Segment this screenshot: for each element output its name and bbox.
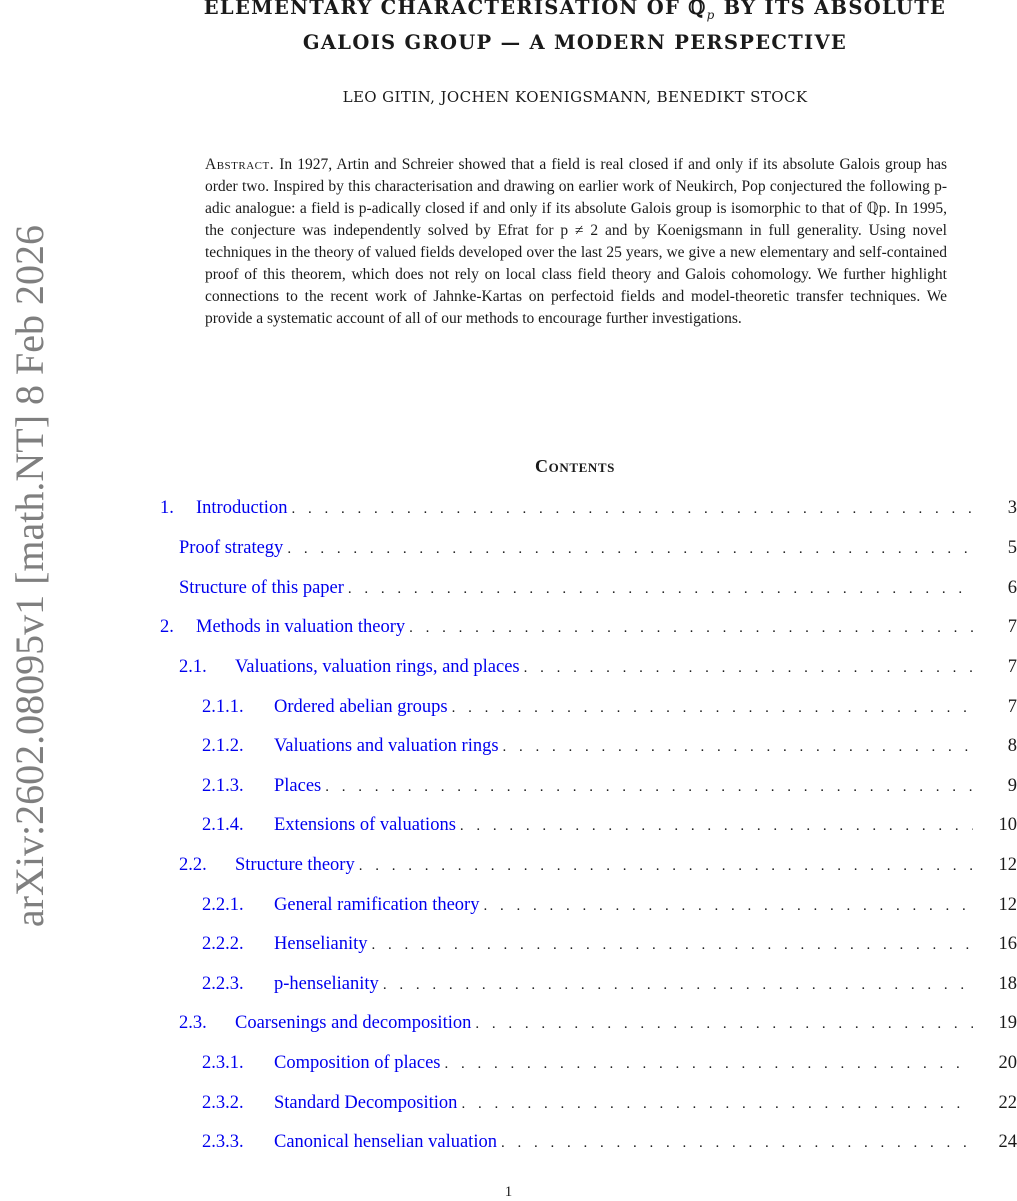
toc-entry-link[interactable]: Composition of places xyxy=(274,1053,441,1073)
toc-entry-link[interactable]: General ramification theory xyxy=(274,895,480,915)
toc-page-number: 10 xyxy=(998,815,1017,835)
toc-entry-link[interactable]: Standard Decomposition xyxy=(274,1093,458,1113)
toc-entry[interactable] xyxy=(179,533,1017,563)
toc-entry-number[interactable]: 2.2.2. xyxy=(202,934,244,954)
title-line-1 xyxy=(160,0,990,29)
toc-entry-number[interactable]: 2.3.1. xyxy=(202,1053,244,1073)
toc-page-number: 9 xyxy=(1007,776,1017,796)
toc-entry[interactable] xyxy=(202,731,1017,761)
toc-page-number: 5 xyxy=(1007,538,1017,558)
toc-entry-link[interactable]: Ordered abelian groups xyxy=(274,697,448,717)
author-list: LEO GITIN, JOCHEN KOENIGSMANN, BENEDIKT STOCK xyxy=(342,88,808,106)
toc-page-number: 20 xyxy=(998,1053,1017,1073)
toc-entry-link[interactable]: Proof strategy xyxy=(179,538,284,558)
toc-leader-dots xyxy=(383,970,973,1000)
toc-page-number: 7 xyxy=(1007,657,1017,677)
toc-entry-link[interactable]: Structure theory xyxy=(235,855,355,875)
toc-entry-number[interactable]: 2.3. xyxy=(179,1013,207,1033)
toc-page-number: 19 xyxy=(998,1013,1017,1033)
toc-entry[interactable] xyxy=(202,771,1017,801)
toc-entry-link[interactable]: Henselianity xyxy=(274,934,368,954)
toc-entry-link[interactable]: Methods in valuation theory xyxy=(196,617,406,637)
title-line-1-end: BY ITS ABSOLUTE xyxy=(715,0,947,19)
paper-title xyxy=(160,0,990,57)
toc-entry-link[interactable]: Introduction xyxy=(196,498,288,518)
toc-page-number: 16 xyxy=(998,934,1017,954)
toc-entry-number[interactable]: 2.1. xyxy=(179,657,207,677)
toc-entry-number[interactable]: 2.2.3. xyxy=(202,974,244,994)
toc-entry[interactable] xyxy=(202,692,1017,722)
toc-entry[interactable] xyxy=(179,573,1017,603)
toc-entry-number[interactable]: 2.1.4. xyxy=(202,815,244,835)
toc-page-number: 7 xyxy=(1007,617,1017,637)
toc-leader-dots xyxy=(291,494,973,524)
toc-page-number: 6 xyxy=(1007,578,1017,598)
toc-leader-dots xyxy=(372,930,973,960)
toc-leader-dots xyxy=(359,851,973,881)
toc-leader-dots xyxy=(325,772,973,802)
contents-heading: Contents xyxy=(535,456,615,476)
toc-leader-dots xyxy=(503,732,973,762)
toc-leader-dots xyxy=(475,1009,973,1039)
toc-entry-number[interactable]: 1. xyxy=(160,498,174,518)
toc-page-number: 18 xyxy=(998,974,1017,994)
toc-page-number: 24 xyxy=(998,1132,1017,1152)
toc-page-number: 7 xyxy=(1007,697,1017,717)
toc-entry-number[interactable]: 2.3.2. xyxy=(202,1093,244,1113)
toc-entry[interactable] xyxy=(202,1127,1017,1157)
toc-leader-dots xyxy=(287,534,973,564)
toc-leader-dots xyxy=(501,1128,973,1158)
abstract-text: In 1927, Artin and Schreier showed that a field is real closed if and only if its absolute Galois group has order two. Inspired by this characterisation and drawing on earlier work of Neukirch, Pop conjectured the following p-adic analogue: a field is p-adically closed if and only if its absolute Galois group is isomorphic to that of ℚp. In 1995, the conjecture was independently solved by Efrat for p ≠ 2 and by Koenigsmann in full generality. Using novel techniques in the theory of valued fields developed over the last 25 years, we give a new elementary and self-contained proof of this theorem, which does not rely on local class field theory and Galois cohomology. We further highlight connections to the recent work of Jahnke-Kartas on perfectoid fields and model-theoretic transfer techniques. We provide a systematic account of all of our methods to encourage further investigations. xyxy=(205,156,947,327)
toc-leader-dots xyxy=(444,1049,973,1079)
arxiv-sidebar-stamp: arXiv:2602.08095v1 [math.NT] 8 Feb 2026 xyxy=(7,224,52,928)
toc-entry-number[interactable]: 2.2.1. xyxy=(202,895,244,915)
toc-entry-number[interactable]: 2.3.3. xyxy=(202,1132,244,1152)
toc-page-number: 22 xyxy=(998,1093,1017,1113)
toc-entry-number[interactable]: 2.2. xyxy=(179,855,207,875)
title-line-1-text: ELEMENTARY CHARACTERISATION OF ℚ xyxy=(203,0,707,19)
toc-entry[interactable] xyxy=(179,1008,1017,1038)
toc-leader-dots xyxy=(483,891,973,921)
abstract-heading: Abstract. xyxy=(205,156,275,173)
toc-entry-link[interactable]: Places xyxy=(274,776,322,796)
page-number: 1 xyxy=(504,1184,513,1200)
toc-entry[interactable] xyxy=(202,1088,1017,1118)
toc-page-number: 12 xyxy=(998,855,1017,875)
toc-entry[interactable] xyxy=(179,850,1017,880)
toc-entry-number[interactable]: 2. xyxy=(160,617,174,637)
toc-entry-link[interactable]: Structure of this paper xyxy=(179,578,344,598)
toc-entry[interactable] xyxy=(202,1048,1017,1078)
toc-leader-dots xyxy=(461,1089,973,1119)
toc-entry-link[interactable]: Valuations, valuation rings, and places xyxy=(235,657,520,677)
toc-entry-number[interactable]: 2.1.1. xyxy=(202,697,244,717)
toc-leader-dots xyxy=(348,574,973,604)
toc-leader-dots xyxy=(524,653,973,683)
abstract xyxy=(205,154,947,330)
toc-entry[interactable] xyxy=(160,612,1017,642)
toc-entry-number[interactable]: 2.1.3. xyxy=(202,776,244,796)
toc-leader-dots xyxy=(409,613,973,643)
toc-entry[interactable] xyxy=(202,810,1017,840)
toc-entry[interactable] xyxy=(202,929,1017,959)
toc-entry-link[interactable]: Coarsenings and decomposition xyxy=(235,1013,472,1033)
toc-entry[interactable] xyxy=(179,652,1017,682)
toc-entry-link[interactable]: Extensions of valuations xyxy=(274,815,456,835)
toc-page-number: 3 xyxy=(1007,498,1017,518)
toc-leader-dots xyxy=(460,811,973,841)
toc-page-number: 12 xyxy=(998,895,1017,915)
title-line-2: GALOIS GROUP — A MODERN PERSPECTIVE xyxy=(302,30,848,54)
toc-entry-link[interactable]: Valuations and valuation rings xyxy=(274,736,499,756)
toc-leader-dots xyxy=(452,693,973,723)
toc-entry-number[interactable]: 2.1.2. xyxy=(202,736,244,756)
toc-entry[interactable] xyxy=(202,890,1017,920)
title-subscript: p xyxy=(706,7,716,22)
toc-entry-link[interactable]: p-henselianity xyxy=(274,974,379,994)
toc-page-number: 8 xyxy=(1007,736,1017,756)
toc-entry[interactable] xyxy=(202,969,1017,999)
toc-entry[interactable] xyxy=(160,493,1017,523)
toc-entry-link[interactable]: Canonical henselian valuation xyxy=(274,1132,497,1152)
